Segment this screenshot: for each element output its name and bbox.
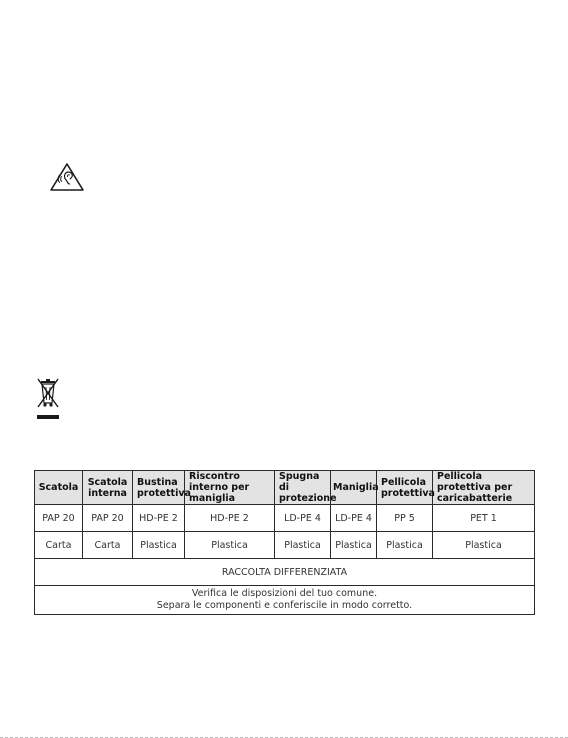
material-cell: Plastica [275, 532, 331, 559]
table-header-row [35, 471, 535, 505]
recycling-table [34, 470, 535, 615]
crossed-out-wheelie-bin-icon [36, 377, 60, 421]
header-cell: Riscontro interno per maniglia [185, 471, 275, 505]
table-row [35, 505, 535, 532]
material-cell: Carta [35, 532, 83, 559]
code-cell: PET 1 [433, 505, 535, 532]
hearing-warning-icon [49, 162, 85, 192]
header-cell: Spugna di protezione [275, 471, 331, 505]
collection-cell: RACCOLTA DIFFERENZIATA [35, 559, 535, 586]
header-cell: Scatola [35, 471, 83, 505]
code-cell: PAP 20 [35, 505, 83, 532]
code-cell: LD-PE 4 [331, 505, 377, 532]
note-line: Separa le componenti e conferiscile in modo corretto. [156, 600, 413, 611]
note-line: Verifica le disposizioni del tuo comune. [191, 588, 378, 599]
code-cell: HD-PE 2 [185, 505, 275, 532]
code-cell: LD-PE 4 [275, 505, 331, 532]
code-cell: HD-PE 2 [133, 505, 185, 532]
header-cell: Bustina protettiva [133, 471, 185, 505]
table-row [35, 532, 535, 559]
code-cell: PAP 20 [83, 505, 133, 532]
material-cell: Plastica [331, 532, 377, 559]
table-row [35, 586, 535, 615]
material-cell: Plastica [433, 532, 535, 559]
notes-cell [35, 586, 535, 615]
table-row [35, 559, 535, 586]
material-cell: Plastica [185, 532, 275, 559]
material-cell: Plastica [133, 532, 185, 559]
header-cell: Scatola interna [83, 471, 133, 505]
material-cell: Carta [83, 532, 133, 559]
material-cell: Plastica [377, 532, 433, 559]
header-cell: Pellicola protettiva [377, 471, 433, 505]
code-cell: PP 5 [377, 505, 433, 532]
header-cell: Maniglia [331, 471, 377, 505]
header-cell: Pellicola protettiva per caricabatterie [433, 471, 535, 505]
